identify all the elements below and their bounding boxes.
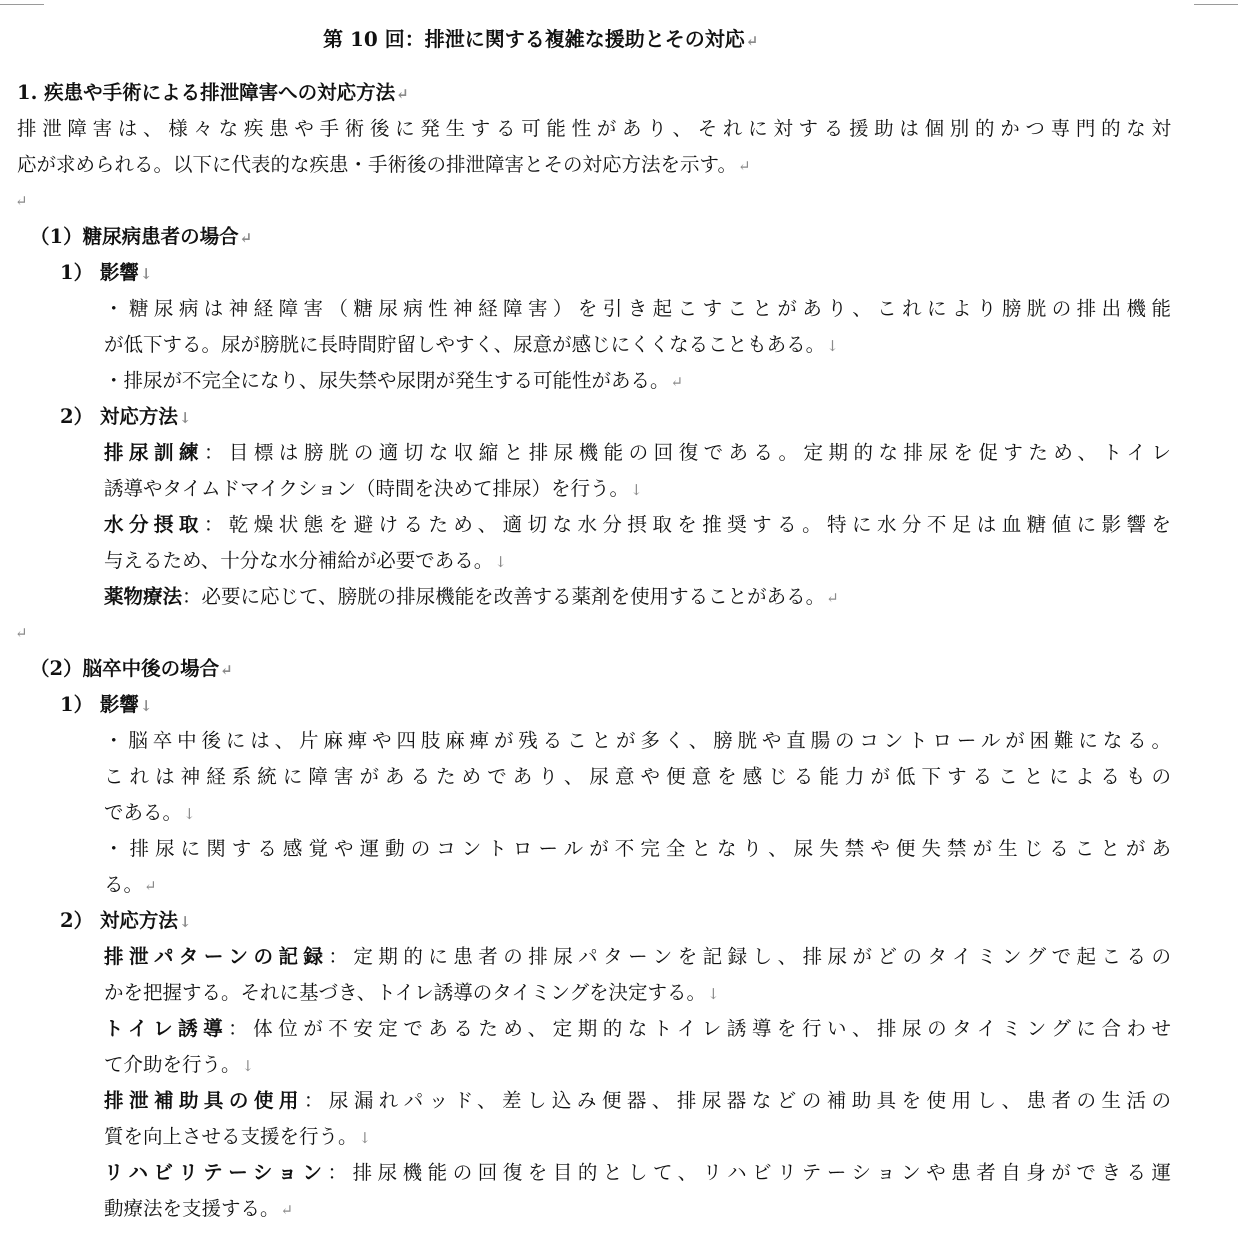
- method-text-line: 排泄パターンの記録：定期的に患者の排尿パターンを記録し、排尿がどのタイミングで起こるの: [104, 945, 1171, 968]
- line-break-mark: ↓: [706, 985, 720, 1003]
- intro-text-line: 応が求められる。以下に代表的な疾患・手術後の排泄障害とその対応方法を示す。↵: [17, 153, 751, 176]
- line-break-mark: ↓: [629, 481, 643, 499]
- subsection-heading-diabetes: （1）糖尿病患者の場合↵: [30, 225, 253, 248]
- line-break-mark: ↓: [826, 337, 839, 355]
- method-term: リハビリテーション: [104, 1161, 328, 1184]
- method-text-line: 質を向上させる支援を行う。↓: [104, 1125, 372, 1148]
- method-text-line: トイレ誘導：体位が不安定であるため、定期的なトイレ誘導を行い、排尿のタイミングに合わせ: [104, 1017, 1172, 1040]
- method-text-line: 排尿訓練：目標は膀胱の適切な収縮と排尿機能の回復である。定期的な排尿を促すため、トイレ: [104, 441, 1171, 464]
- paragraph-mark: ↵: [826, 589, 839, 607]
- section-heading: 1. 疾患や手術による排泄障害への対応方法↵: [17, 81, 409, 104]
- line-break-mark: ↓: [139, 697, 153, 715]
- method-label: 2） 対応方法↓: [60, 405, 192, 428]
- paragraph-mark: ↵: [280, 1201, 294, 1219]
- method-term: 薬物療法: [104, 585, 183, 608]
- paragraph-mark: ↵: [745, 32, 759, 50]
- bullet-text-line: ・糖尿病は神経障害（糖尿病性神経障害）を引き起こすことがあり、これにより膀胱の排出機能: [104, 297, 1171, 320]
- method-text-line: 薬物療法：必要に応じて、膀胱の排尿機能を改善する薬剤を使用することがある。↵: [104, 585, 839, 608]
- bullet-text-line: である。↓: [104, 801, 196, 824]
- method-text-line: 与えるため、十分な水分補給が必要である。↓: [104, 549, 507, 572]
- method-term: 水分摂取: [104, 513, 204, 536]
- method-text-line: 動療法を支援する。↵: [104, 1197, 294, 1220]
- paragraph-mark: ↵: [239, 229, 253, 247]
- method-text-line: リハビリテーション：排尿機能の回復を目的として、リハビリテーションや患者自身ができる運: [104, 1161, 1171, 1184]
- subsection-heading-stroke: （2）脳卒中後の場合↵: [30, 657, 233, 680]
- bullet-text-line: が低下する。尿が膀胱に長時間貯留しやすく、尿意が感じにくくなることもある。↓: [104, 333, 839, 356]
- method-text-line: て介助を行う。↓: [104, 1053, 255, 1076]
- method-term: 排尿訓練: [104, 441, 204, 464]
- line-break-mark: ↓: [494, 553, 507, 571]
- intro-text-line: 排泄障害は、様々な疾患や手術後に発生する可能性があり、それに対する援助は個別的かつ専門的な対: [17, 117, 1171, 140]
- paragraph-mark: ↵: [396, 85, 409, 103]
- document-title: 第 10 回：排泄に関する複雑な援助とその対応↵: [323, 27, 759, 51]
- paragraph-mark: ↵: [670, 373, 684, 391]
- effect-label: 1） 影響↓: [60, 261, 153, 284]
- line-break-mark: ↓: [178, 913, 192, 931]
- method-text-line: 水分摂取：乾燥状態を避けるため、適切な水分摂取を推奨する。特に水分不足は血糖値に影響を: [104, 513, 1171, 536]
- paragraph-mark: ↵: [144, 877, 157, 895]
- method-text-line: 排泄補助具の使用：尿漏れパッド、差し込み便器、排尿器などの補助具を使用し、患者の生活の: [104, 1089, 1171, 1112]
- method-label: 2） 対応方法↓: [60, 909, 192, 932]
- method-term: トイレ誘導: [104, 1017, 229, 1040]
- effect-label: 1） 影響↓: [60, 693, 153, 716]
- bullet-text-line: ・排尿に関する感覚や運動のコントロールが不完全となり、尿失禁や便失禁が生じることがあ: [104, 837, 1171, 860]
- page-corner-mark-right: [1194, 0, 1238, 5]
- line-break-mark: ↓: [358, 1129, 372, 1147]
- page-corner-mark-left: [0, 0, 44, 5]
- bullet-text-line: る。↵: [104, 873, 157, 896]
- bullet-text-line: ・脳卒中後には、片麻痺や四肢麻痺が残ることが多く、膀胱や直腸のコントロールが困難になる。: [104, 729, 1171, 752]
- empty-paragraph-mark: ↵: [15, 624, 28, 642]
- line-break-mark: ↓: [183, 805, 196, 823]
- bullet-text-line: これは神経系統に障害があるためであり、尿意や便意を感じる能力が低下することによるもの: [104, 765, 1171, 788]
- method-text-line: かを把握する。それに基づき、トイレ誘導のタイミングを決定する。↓: [104, 981, 720, 1004]
- method-term: 排泄パターンの記録: [104, 945, 329, 968]
- empty-paragraph-mark: ↵: [15, 192, 28, 210]
- method-text-line: 誘導やタイムドマイクション（時間を決めて排尿）を行う。↓: [104, 477, 643, 500]
- line-break-mark: ↓: [139, 265, 153, 283]
- line-break-mark: ↓: [178, 409, 192, 427]
- bullet-text-line: ・排尿が不完全になり、尿失禁や尿閉が発生する可能性がある。↵: [104, 369, 684, 392]
- line-break-mark: ↓: [241, 1057, 255, 1075]
- paragraph-mark: ↵: [737, 157, 751, 175]
- method-term: 排泄補助具の使用: [104, 1089, 304, 1112]
- paragraph-mark: ↵: [220, 661, 233, 679]
